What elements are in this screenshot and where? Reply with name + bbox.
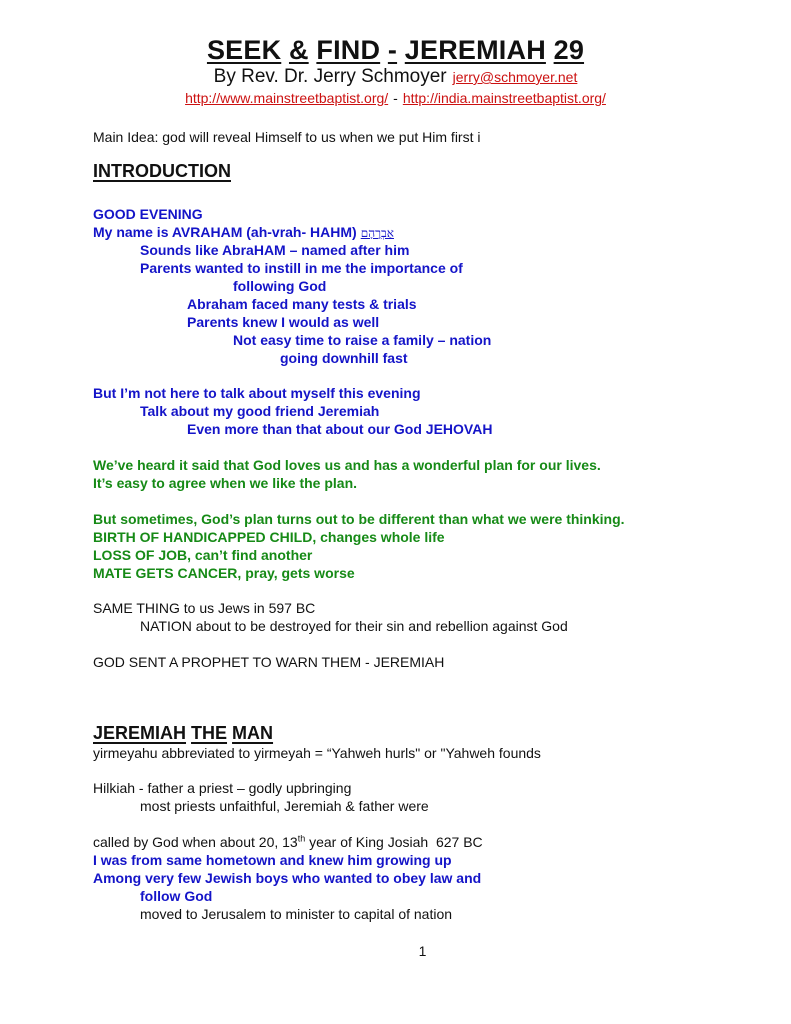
title-word: & (288, 35, 309, 65)
intro-line: Even more than that about our God JEHOVAH (187, 421, 493, 437)
intro-line: going downhill fast (280, 350, 408, 366)
intro-line: But sometimes, God’s plan turns out to be different than what we were thinking. (93, 511, 625, 527)
title-word: - (387, 35, 398, 65)
intro-line-text: My name is AVRAHAM (ah-vrah- HAHM) (93, 224, 357, 240)
heading-word: JEREMIAH (93, 723, 187, 743)
intro-line: GOD SENT A PROPHET TO WARN THEM - JEREMIAH (93, 654, 445, 670)
author-byline (0, 66, 791, 88)
intro-line: Parents wanted to instill in me the importance of (140, 260, 463, 276)
intro-line: Parents knew I would as well (187, 314, 380, 330)
intro-line: LOSS OF JOB, can’t find another (93, 547, 313, 563)
website-link-india[interactable]: http://india.mainstreetbaptist.org/ (402, 90, 606, 106)
jeremiah-line: follow God (140, 888, 213, 904)
ordinal-suffix: th (297, 833, 306, 844)
intro-line: Not easy time to raise a family – nation (233, 332, 492, 348)
intro-line: Sounds like AbraHAM – named after him (140, 242, 410, 258)
jeremiah-line: yirmeyahu abbreviated to yirmeyah = “Yahweh hurls" or "Yahweh founds (93, 745, 541, 761)
intro-line: MATE GETS CANCER, pray, gets worse (93, 565, 355, 581)
intro-line: following God (233, 278, 327, 294)
main-idea: Main Idea: god will reveal Himself to us when we put Him first i (93, 129, 481, 145)
intro-line: But I’m not here to talk about myself this evening (93, 385, 421, 401)
jeremiah-line (93, 833, 483, 851)
document-title (0, 34, 791, 66)
heading-word: MAN (232, 723, 274, 743)
link-separator: - (393, 90, 398, 106)
intro-line: It’s easy to agree when we like the plan. (93, 475, 358, 491)
title-word: 29 (553, 35, 585, 65)
email-link[interactable]: jerry@schmoyer.net (452, 69, 578, 85)
author-name: By Rev. Dr. Jerry Schmoyer (213, 66, 447, 87)
intro-line: SAME THING to us Jews in 597 BC (93, 600, 316, 616)
jeremiah-line-text: called by God when about 20, 13 (93, 834, 298, 850)
jeremiah-line: I was from same hometown and knew him growing up (93, 852, 452, 868)
intro-line: NATION about to be destroyed for their sin and rebellion against God (140, 618, 568, 634)
intro-line: We’ve heard it said that God loves us and has a wonderful plan for our lives. (93, 457, 601, 473)
title-word: SEEK (206, 35, 282, 65)
intro-line: BIRTH OF HANDICAPPED CHILD, changes whole life (93, 529, 445, 545)
section-heading-jeremiah-the-man (93, 724, 273, 742)
website-link-main[interactable]: http://www.mainstreetbaptist.org/ (185, 90, 389, 106)
intro-line: GOOD EVENING (93, 206, 203, 222)
title-word: FIND (316, 35, 381, 65)
intro-line: Abraham faced many tests & trials (187, 296, 417, 312)
intro-line: Talk about my good friend Jeremiah (140, 403, 380, 419)
jeremiah-line-text: year of King Josiah 627 BC (305, 834, 483, 850)
page-number: 1 (418, 943, 427, 959)
heading-word: THE (191, 723, 228, 743)
intro-line (93, 223, 394, 242)
jeremiah-line: most priests unfaithful, Jeremiah & father were (140, 798, 429, 814)
jeremiah-line: Among very few Jewish boys who wanted to obey law and (93, 870, 482, 886)
jeremiah-line: Hilkiah - father a priest – godly upbringing (93, 780, 352, 796)
website-links (0, 89, 791, 107)
section-heading-introduction: INTRODUCTION (93, 161, 231, 181)
jeremiah-line: moved to Jerusalem to minister to capital of nation (140, 906, 453, 922)
hebrew-name: אַבְרָהָם (360, 226, 394, 240)
title-word: JEREMIAH (404, 35, 546, 65)
